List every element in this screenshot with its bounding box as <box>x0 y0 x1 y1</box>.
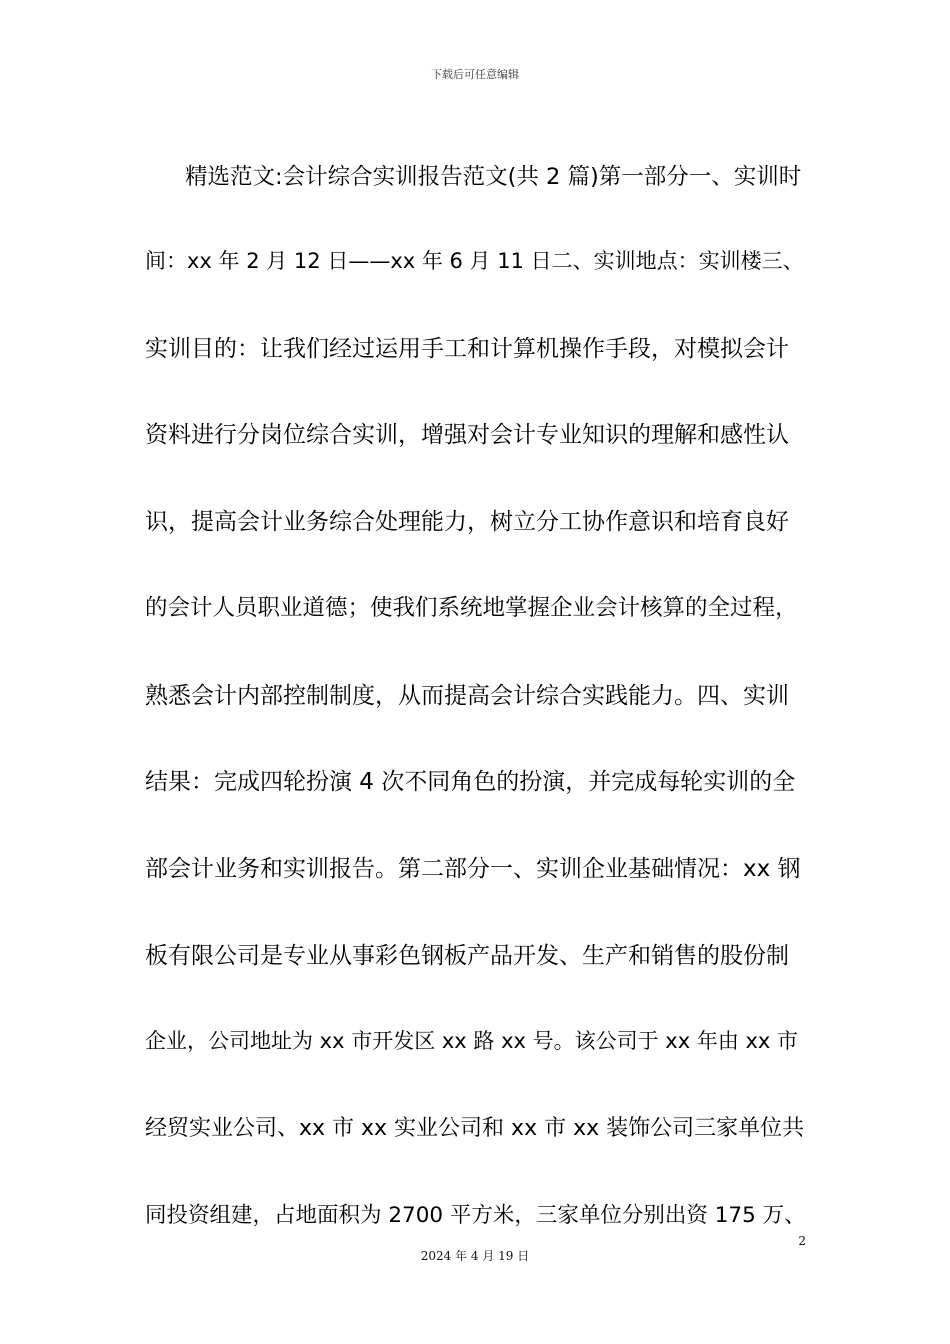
page-number: 2 <box>798 1234 806 1248</box>
body-line: 间：xx 年 2 月 12 日——xx 年 6 月 11 日二、实训地点：实训楼三、 <box>145 249 804 273</box>
body-line: 板有限公司是专业从事彩色钢板产品开发、生产和销售的股份制 <box>145 943 789 969</box>
body-line: 精选范文:会计综合实训报告范文(共 2 篇)第一部分一、实训时 <box>185 163 802 190</box>
body-line: 实训目的：让我们经过运用手工和计算机操作手段，对模拟会计 <box>145 336 789 362</box>
body-line: 企业，公司地址为 xx 市开发区 xx 路 xx 号。该公司于 xx 年由 xx 市 <box>145 1029 799 1053</box>
page-header: 下载后可任意编辑 <box>431 68 519 81</box>
body-line: 部会计业务和实训报告。第二部分一、实训企业基础情况：xx 钢 <box>145 856 801 882</box>
body-line: 熟悉会计内部控制制度，从而提高会计综合实践能力。四、实训 <box>145 683 789 709</box>
body-line: 资料进行分岗位综合实训，增强对会计专业知识的理解和感性认 <box>145 422 789 448</box>
body-line: 经贸实业公司、xx 市 xx 实业公司和 xx 市 xx 装饰公司三家单位共 <box>145 1116 805 1141</box>
body-line: 结果：完成四轮扮演 4 次不同角色的扮演，并完成每轮实训的全 <box>145 769 796 795</box>
footer-date: 2024 年 4 月 19 日 <box>420 1249 530 1263</box>
body-line: 识，提高会计业务综合处理能力，树立分工协作意识和培育良好 <box>145 509 789 535</box>
body-line: 同投资组建，占地面积为 2700 平方米，三家单位分别出资 175 万、 <box>145 1202 806 1228</box>
body-line: 的会计人员职业道德；使我们系统地掌握企业会计核算的全过程， <box>145 594 798 621</box>
